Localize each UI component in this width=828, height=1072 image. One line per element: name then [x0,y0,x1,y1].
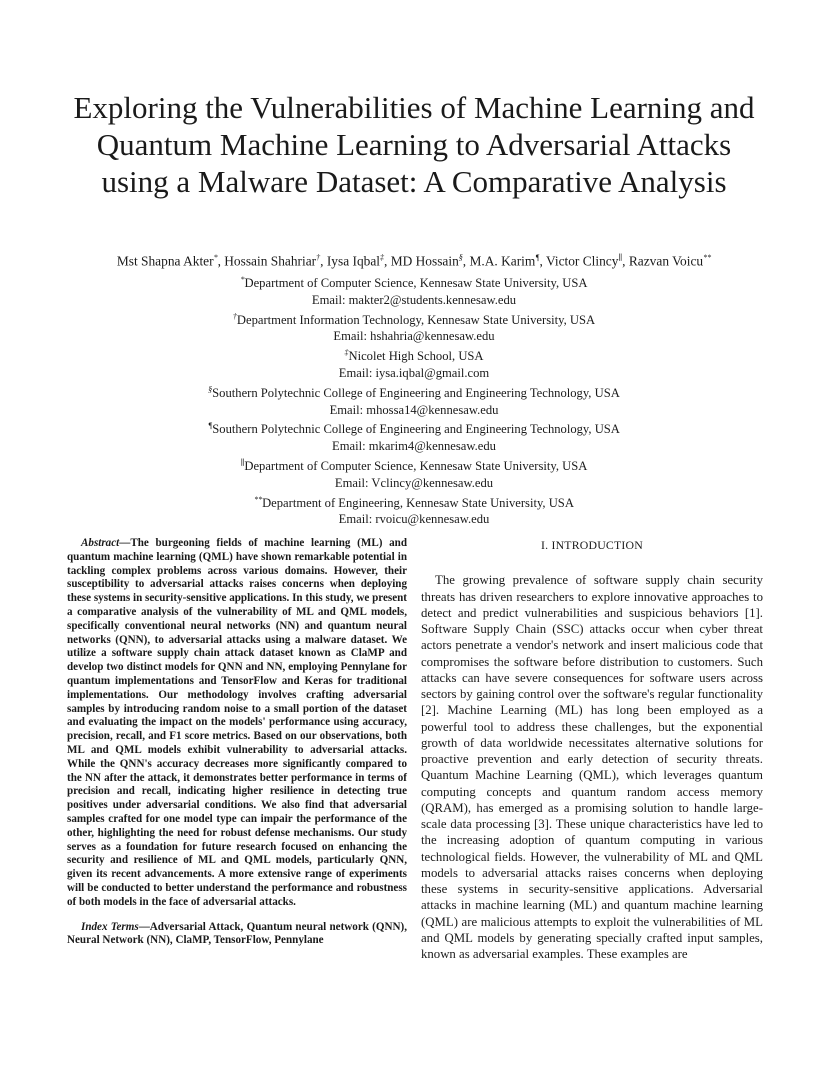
affiliation-email: Email: rvoicu@kennesaw.edu [338,512,490,527]
author-mark: ∥ [618,253,623,262]
author-name: Hossain Shahriar [224,253,317,269]
affiliation-mark: † [232,311,237,321]
section-number: I. [541,538,549,552]
affiliation-list [100,272,728,528]
author-mark: ¶ [535,253,540,262]
author-mark: * [213,253,218,262]
author-mark: ‡ [380,253,384,262]
right-column [421,537,763,962]
affiliation-mark: ∥ [240,457,245,467]
affiliation [100,455,728,475]
author-name: MD Hossain [390,253,459,269]
author-name: Mst Shapna Akter [116,253,214,269]
section-title-rest: NTRODUCTION [555,538,643,552]
author-mark: † [316,253,321,262]
author-name: M.A. Karim [469,253,536,269]
affiliation-org: Southern Polytechnic College of Engineering and Engineering Technology, USA [212,385,620,400]
author-name: Iysa Iqbal [326,253,380,269]
left-column [67,537,407,948]
author-name: Victor Clincy [545,253,619,269]
affiliation [100,492,728,512]
affiliation-email: Email: mhossa14@kennesaw.edu [329,402,499,417]
author-list: Mst Shapna Akter*, Hossain Shahriar†, Iysa Iqbal‡, MD Hossain§, M.A. Karim¶, Victor Clincy∥, Razvan Voicu** [116,253,712,269]
introduction-paragraph: The growing prevalence of software supply chain security threats has driven researchers to explore innovative approaches to detect and predict vulnerabilities and suspicious behaviors [1]. Software Supply Chain (SSC) attacks occur when cyber threat actors penetrate a vendor's network and insert malicious code that compromises the software before distribution to customers. Such attacks can have severe consequences for software users across sectors by gaining control over the software's regular functionality [2]. Machine Learning (ML) has long been employed as a powerful tool to address these challenges, but the exponential growth of data worldwide necessitates alternative solutions for proactive prevention and early detection of security threats. Quantum Machine Learning (QML), which leverages quantum computing concepts and quantum random access memory (QRAM), has emerged as a promising solution to handle large-scale data processing [3]. These unique characteristics have led to the increasing adoption of quantum computing in various technological fields. However, the vulnerability of ML and QML models to adversarial attacks raises concerns when deploying these systems in security-sensitive applications. Adversarial attacks in machine learning (ML) and quantum machine learning (QML) are malicious attempts to exploit the vulnerabilities of ML and QML models by generating specially crafted input samples, known as adversarial examples. These examples are [421,573,763,961]
index-terms-text: Adversarial Attack, Quantum neural network (QNN), Neural Network (NN), ClaMP, TensorFlow, Pennylane [67,920,407,947]
affiliation-mark: ‡ [344,348,349,358]
affiliation-email: Email: hshahria@kennesaw.edu [333,329,495,344]
affiliation-email: Email: Vclincy@kennesaw.edu [334,475,494,490]
affiliation-email: Email: mkarim4@kennesaw.edu [332,439,496,454]
author-mark: § [458,253,463,262]
abstract-text: The burgeoning fields of machine learning (ML) and quantum machine learning (QML) have shown remarkable potential in tackling complex problems across various domains. However, their susceptibility to adversarial attacks raises concerns when deploying these systems in security-sensitive applications. In this study, we present a comparative analysis of the vulnerability of ML and QML models, specifically conventional neural networks (NN) and quantum neural networks (QNN), to adversarial attacks using a malware dataset. We utilize a software supply chain attack dataset known as ClaMP and develop two distinct models for QNN and NN, employing Pennylane for quantum implementations and TensorFlow and Keras for traditional implementations. Our methodology involves crafting adversarial samples by introducing random noise to a small portion of the dataset and evaluating the impact on the models' performance using accuracy, precision, recall, and F1 score metrics. Based on our observations, both ML and QML models exhibit vulnerability to adversarial attacks. While the QNN's accuracy decreases more significantly compared to the NN after the attack, it demonstrates better performance in terms of precision and recall, indicating higher resilience in detecting true positives under adversarial conditions. We also find that adversarial samples crafted for one model type can impair the performance of the other, highlighting the need for robust defense mechanisms. Our study serves as a foundation for future research focused on enhancing the security and resilience of ML and QML models, particularly QNN, given its recent advancements. A more extensive range of experiments will be conducted to better understand the performance and robustness of both models in the face of adversarial attacks. [67,537,407,908]
affiliation-org: Department of Engineering, Kennesaw State University, USA [262,495,574,510]
section-heading [421,537,763,553]
section-title-initial: I [551,538,556,552]
index-terms-dash: — [138,920,150,933]
affiliation-org: Department of Computer Science, Kennesaw State University, USA [244,276,588,291]
affiliation-mark: ¶ [208,421,213,431]
affiliation-mark: * [240,275,245,284]
abstract [67,537,407,910]
affiliation [100,272,728,292]
affiliation-org: Department Information Technology, Kennesaw State University, USA [236,312,596,327]
affiliation [100,418,728,438]
affiliation-mark: § [208,384,213,394]
affiliation-email: Email: iysa.iqbal@gmail.com [338,366,490,381]
affiliation-org: Department of Computer Science, Kennesaw State University, USA [244,459,588,474]
affiliation [100,345,728,365]
affiliation-email: Email: makter2@students.kennesaw.edu [311,292,517,307]
affiliation-mark: ** [254,494,263,504]
index-terms-label: Index Terms [81,920,139,933]
affiliation [100,309,728,329]
paper-title: Exploring the Vulnerabilities of Machine Learning and Quantum Machine Learning to Adversarial Attacks using a Malware Dataset: A Comparative Analysis [73,89,755,199]
author-name: Razvan Voicu [628,253,704,269]
affiliation-org: Southern Polytechnic College of Engineering and Engineering Technology, USA [212,422,620,437]
author-mark: ** [703,253,712,262]
abstract-dash: — [119,537,131,549]
index-terms [67,921,407,949]
affiliation [100,382,728,402]
abstract-label: Abstract [81,537,120,549]
affiliation-org: Nicolet High School, USA [348,349,484,364]
